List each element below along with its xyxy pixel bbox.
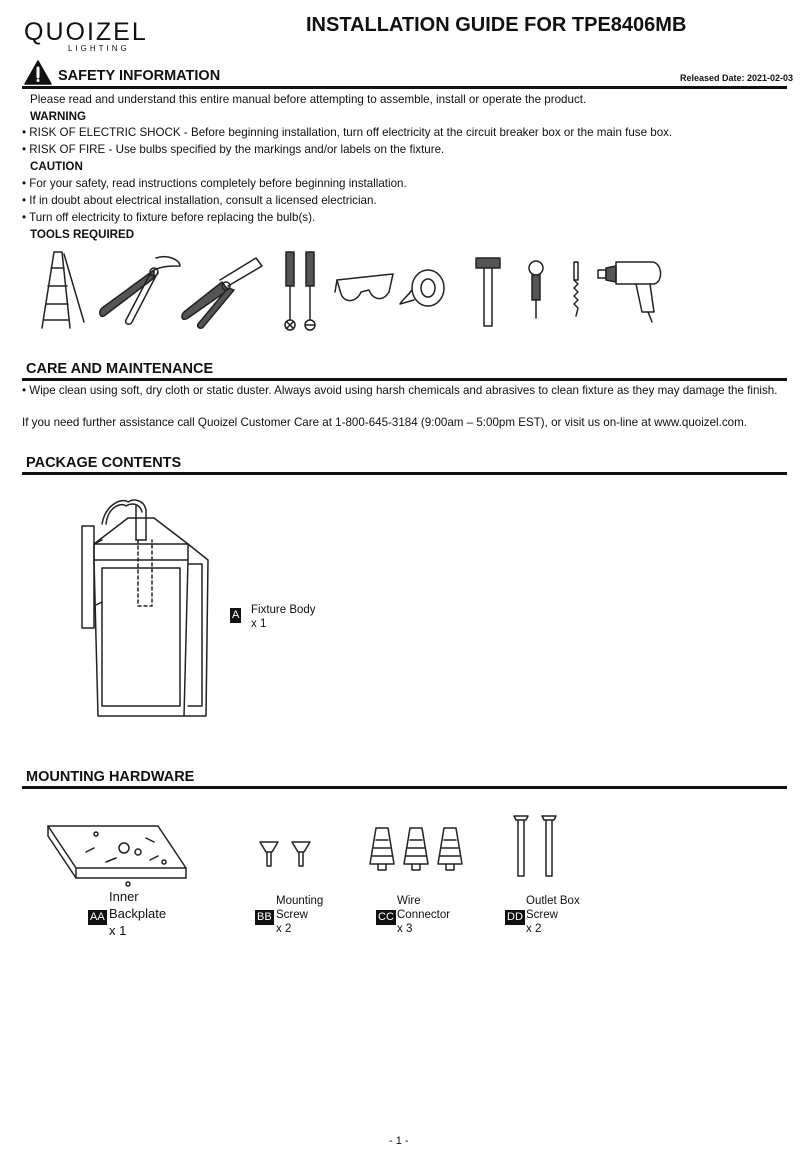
warning-heading: WARNING	[30, 110, 87, 123]
hardware-heading: MOUNTING HARDWARE	[26, 769, 195, 785]
hardware-qty: x 2	[526, 923, 542, 935]
hardware-label: Screw	[526, 909, 558, 921]
care-rule	[22, 378, 787, 381]
care-heading: CARE AND MAINTENANCE	[26, 361, 214, 377]
mounting-screw-illustration	[258, 840, 320, 870]
hardware-label: Mounting	[276, 895, 324, 907]
wire-connector-illustration	[368, 826, 468, 872]
hammer-icon	[474, 254, 502, 328]
safety-rule	[22, 86, 787, 89]
hardware-label: Outlet Box	[526, 895, 580, 907]
assistance-text: If you need further assistance call Quoizel Customer Care at 1-800-645-3184 (9:00am – 5:00pm EST), or visit us on-line at www.quoizel.com.	[22, 416, 747, 429]
page-number: - 1 -	[389, 1135, 409, 1147]
package-heading: PACKAGE CONTENTS	[26, 455, 182, 471]
hardware-rule	[22, 786, 787, 789]
outlet-box-screw-illustration	[508, 814, 564, 878]
tag-a: A	[232, 609, 240, 621]
drill-bit-icon	[568, 260, 584, 320]
wire-stripper-icon	[176, 252, 264, 328]
hardware-qty: x 2	[276, 923, 292, 935]
warning-item: • RISK OF ELECTRIC SHOCK - Before beginning installation, turn off electricity at the circuit breaker box or the main fuse box.	[22, 126, 672, 139]
hardware-label: Backplate	[109, 906, 167, 921]
page-title: INSTALLATION GUIDE FOR TPE8406MB	[306, 14, 687, 36]
tag-bb: BB	[257, 911, 272, 923]
hardware-label: Screw	[276, 909, 308, 921]
hardware-qty: x 3	[397, 923, 413, 935]
warning-icon	[24, 60, 52, 85]
safety-glasses-icon	[335, 272, 395, 308]
care-text: • Wipe clean using soft, dry cloth or static duster. Always avoid using harsh chemicals and abrasives to clean fixture as they may damage the finish.	[22, 384, 777, 397]
fixture-body-illustration	[80, 496, 216, 726]
package-rule	[22, 472, 787, 475]
caution-heading: CAUTION	[30, 160, 83, 173]
hardware-qty: x 1	[109, 923, 127, 938]
hardware-label: Connector	[397, 909, 451, 921]
tools-heading: TOOLS REQUIRED	[30, 228, 135, 241]
release-date: Released Date: 2021-02-03	[680, 73, 794, 83]
safety-heading: SAFETY INFORMATION	[58, 68, 221, 84]
safety-intro: Please read and understand this entire manual before attempting to assemble, install or operate the product.	[30, 93, 587, 106]
caution-item: • If in doubt about electrical installation, consult a licensed electrician.	[22, 194, 377, 207]
tag-aa: AA	[90, 911, 105, 923]
inner-backplate-illustration	[46, 822, 188, 892]
power-drill-icon	[596, 256, 666, 324]
brand-sub: LIGHTING	[68, 44, 130, 53]
ladder-icon	[40, 250, 86, 330]
pliers-icon	[96, 252, 184, 324]
tag-cc: CC	[378, 911, 394, 923]
tag-dd: DD	[507, 911, 523, 923]
electrical-tape-icon	[398, 268, 450, 314]
hardware-label: Inner	[109, 889, 139, 904]
hardware-label: Wire	[397, 895, 421, 907]
warning-item: • RISK OF FIRE - Use bulbs specified by the markings and/or labels on the fixture.	[22, 143, 444, 156]
caution-item: • For your safety, read instructions completely before beginning installation.	[22, 177, 407, 190]
awl-icon	[526, 260, 546, 320]
fixture-body-label: Fixture Body	[251, 604, 316, 616]
caution-item: • Turn off electricity to fixture before replacing the bulb(s).	[22, 211, 315, 224]
screwdrivers-icon	[278, 250, 322, 332]
brand-logo: QUOIZEL	[24, 18, 148, 46]
fixture-body-qty: x 1	[251, 618, 267, 630]
